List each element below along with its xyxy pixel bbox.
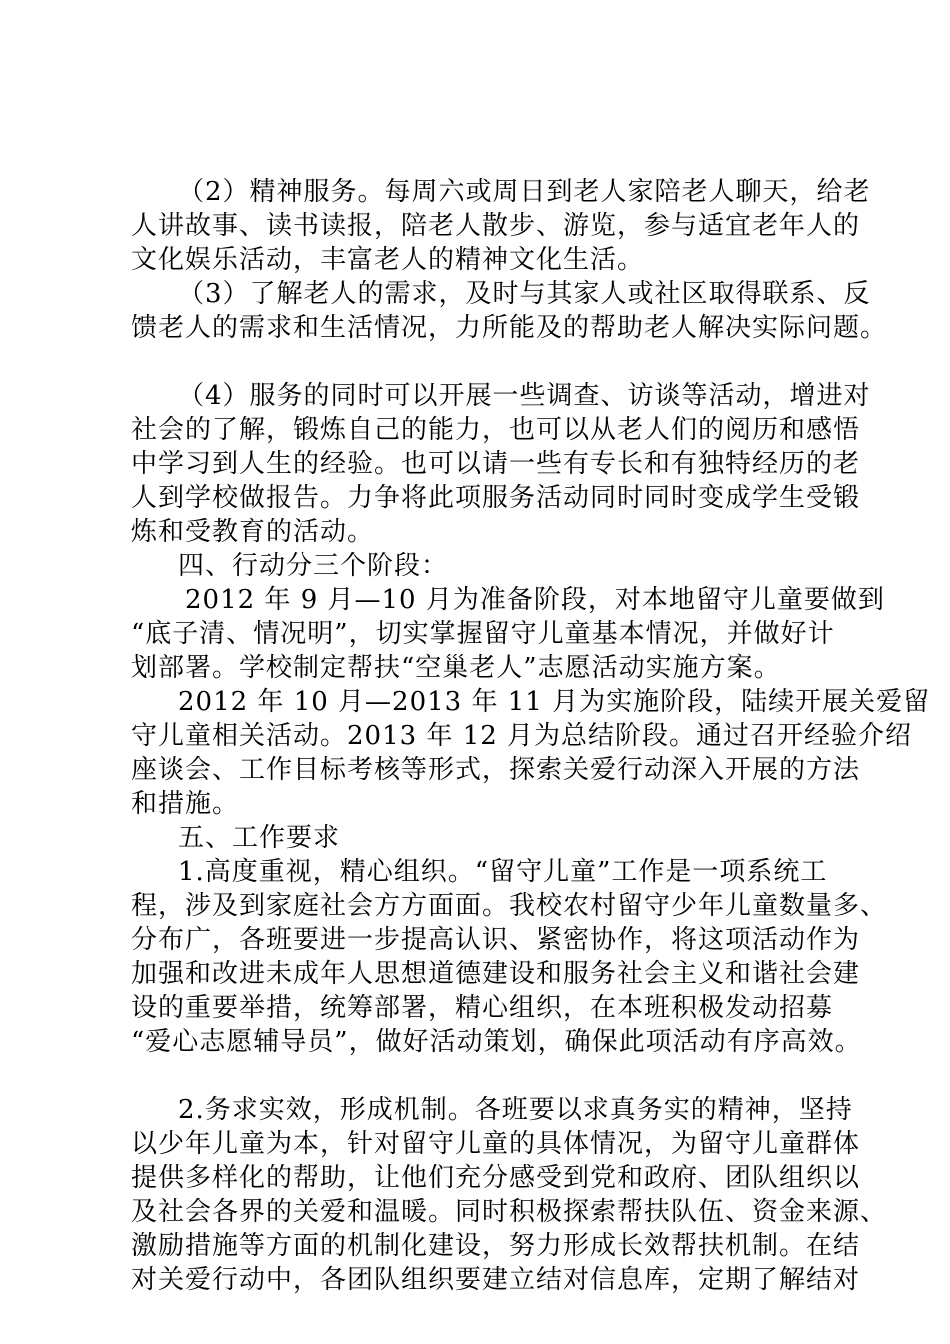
text-line: 2.务求实效，形成机制。各班要以求真务实的精神，坚持 (178, 1095, 853, 1125)
text-line: 2012 年 9 月—10 月为准备阶段，对本地留守儿童要做到 (185, 585, 885, 615)
text-line: 加强和改进未成年人思想道德建设和服务社会主义和谐社会建 (131, 959, 861, 989)
section-heading: 四、行动分三个阶段： (178, 551, 449, 581)
text-line: 分布广，各班要进一步提高认识、紧密协作，将这项活动作为 (131, 925, 861, 955)
text-line: 和措施。 (131, 789, 240, 819)
text-line: 以少年儿童为本，针对留守儿童的具体情况，为留守儿童群体 (131, 1129, 861, 1159)
text-line: 守儿童相关活动。2013 年 12 月为总结阶段。通过召开经验介绍 (131, 721, 913, 751)
text-line: 文化娱乐活动，丰富老人的精神文化生活。 (131, 245, 645, 275)
text-line: （4）服务的同时可以开展一些调查、访谈等活动，增进对 (178, 381, 871, 411)
text-line: 1.高度重视，精心组织。“留守儿童”工作是一项系统工 (178, 857, 828, 887)
text-line: （2）精神服务。每周六或周日到老人家陪老人聊天，给老 (178, 177, 871, 207)
text-line: “底子清、情况明”，切实掌握留守儿童基本情况，并做好计 (131, 619, 835, 649)
text-line: 炼和受教育的活动。 (131, 517, 375, 547)
text-line: 座谈会、工作目标考核等形式，探索关爱行动深入开展的方法 (131, 755, 861, 785)
text-line: 程，涉及到家庭社会方方面面。我校农村留守少年儿童数量多、 (131, 891, 888, 921)
text-line: （3）了解老人的需求，及时与其家人或社区取得联系、反 (178, 279, 871, 309)
text-line: 提供多样化的帮助，让他们充分感受到党和政府、团队组织以 (131, 1163, 861, 1193)
section-heading: 五、工作要求 (178, 823, 341, 853)
text-line: “爱心志愿辅导员”，做好活动策划，确保此项活动有序高效。 (131, 1027, 862, 1057)
text-line: 及社会各界的关爱和温暖。同时积极探索帮扶队伍、资金来源、 (131, 1197, 888, 1227)
text-line: 社会的了解，锻炼自己的能力，也可以从老人们的阅历和感悟 (131, 415, 861, 445)
text-line: 2012 年 10 月—2013 年 11 月为实施阶段，陆续开展关爱留 (178, 687, 931, 717)
text-line: 人到学校做报告。力争将此项服务活动同时同时变成学生受锻 (131, 483, 861, 513)
text-line: 激励措施等方面的机制化建设，努力形成长效帮扶机制。在结 (131, 1231, 861, 1261)
text-line: 设的重要举措，统筹部署，精心组织，在本班积极发动招募 (131, 993, 834, 1023)
text-line: 对关爱行动中，各团队组织要建立结对信息库，定期了解结对 (131, 1265, 861, 1295)
text-line: 馈老人的需求和生活情况，力所能及的帮助老人解决实际问题。 (131, 313, 888, 343)
text-line: 中学习到人生的经验。也可以请一些有专长和有独特经历的老 (131, 449, 861, 479)
text-line: 划部署。学校制定帮扶“空巢老人”志愿活动实施方案。 (131, 653, 781, 683)
text-line: 人讲故事、读书读报，陪老人散步、游览，参与适宜老年人的 (131, 211, 861, 241)
